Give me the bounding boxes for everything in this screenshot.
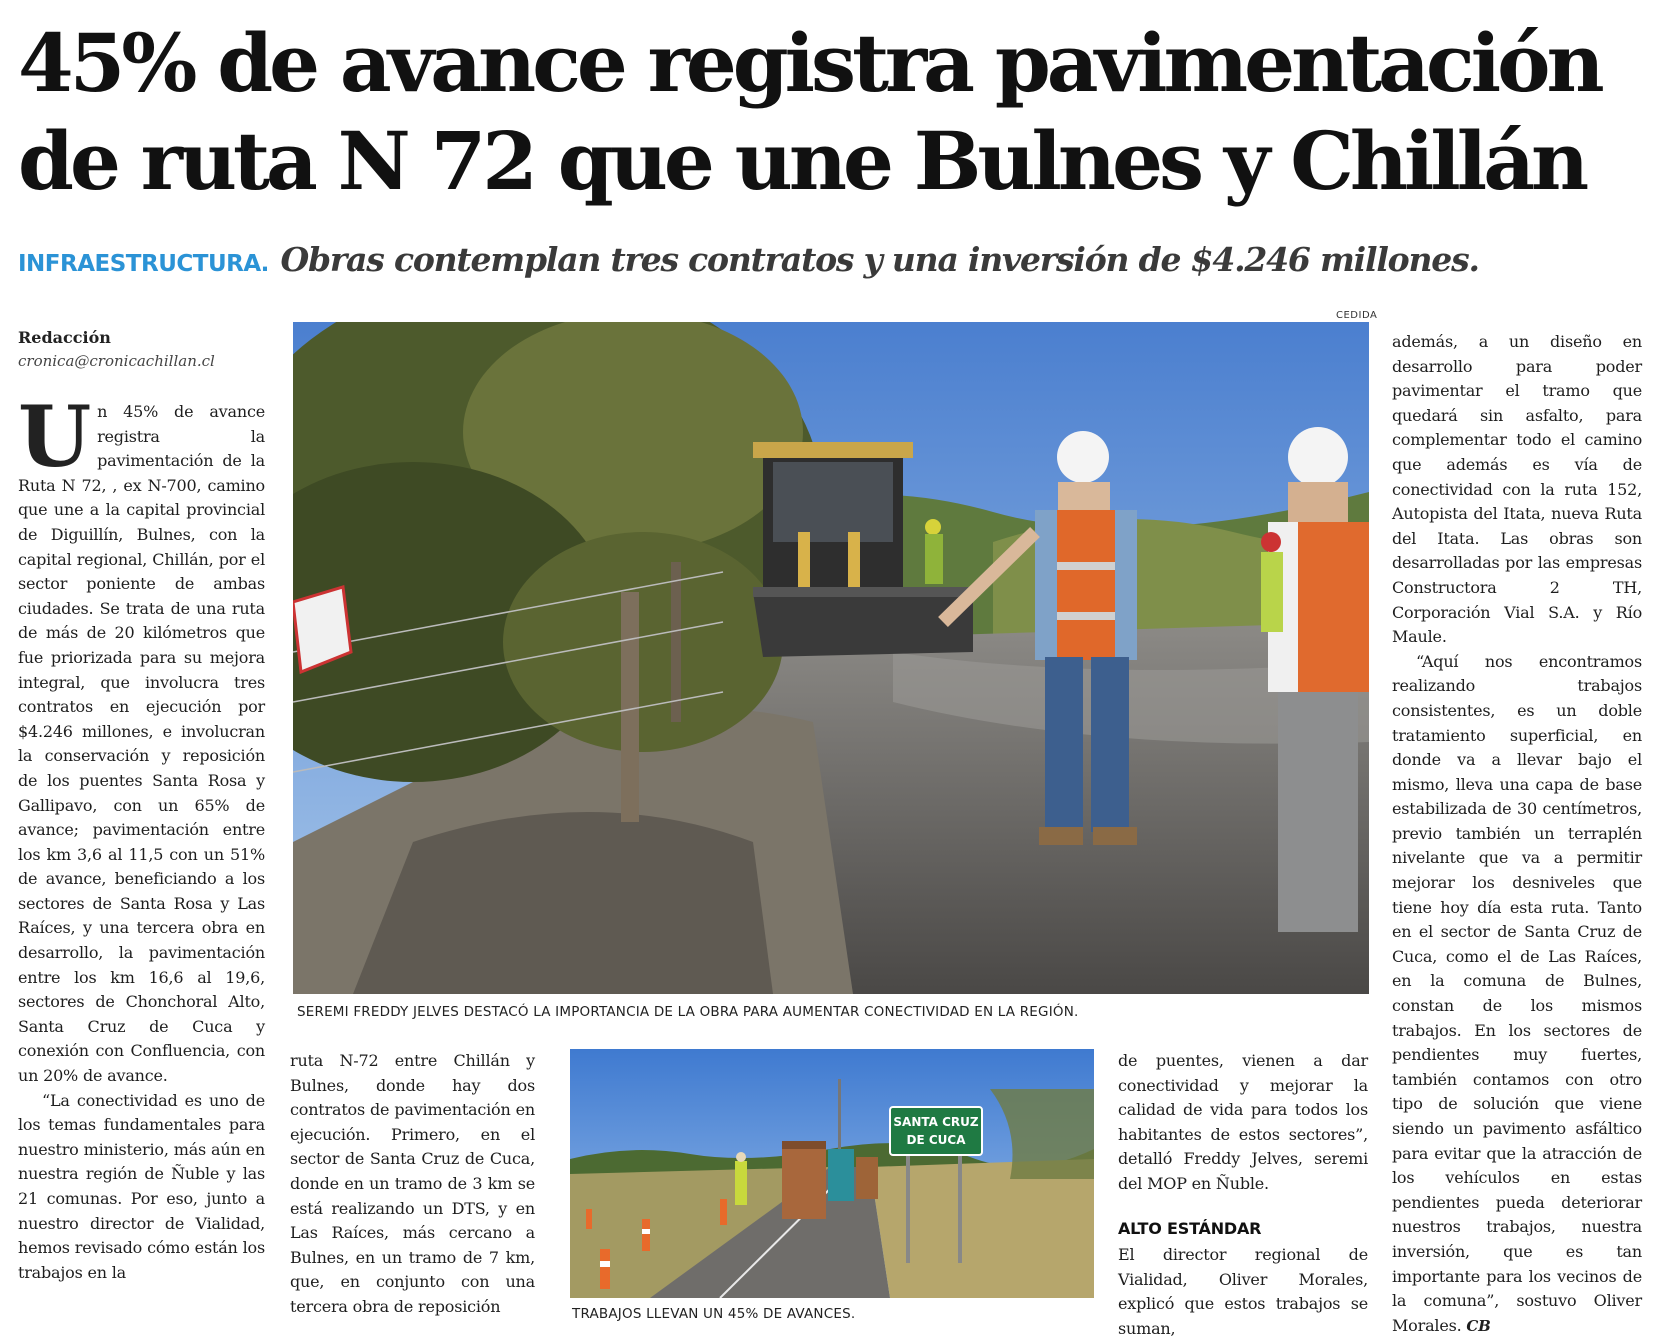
paragraph-lead xyxy=(18,387,265,1089)
paragraph-director: El director regional de Vialidad, Oliver Morales, explicó que estos trabajos se suman, xyxy=(1118,1245,1368,1338)
paragraph-quote: “La conectividad es uno de los temas fundamentales para nuestro ministerio, más aún en nuestra región de Ñuble y las 21 comunas. Por eso, junto a nuestro director de Vialidad, hemos revisado cómo están los trabajos en la xyxy=(18,1090,265,1282)
subhead: Obras contemplan tres contratos y una inversión de $4.246 millones. xyxy=(280,240,1479,279)
photo-credit: CEDIDA xyxy=(1336,310,1378,321)
paragraph-continued: ruta N-72 entre Chillán y Bulnes, donde hay dos contratos de pavimentación en ejecución. Primero, en el sector de Santa Cruz de Cuca, donde en un tramo de 3 km se está realizando un DTS, y en Las Raíces, más cercano a Bulnes, en un tramo de 7 km, que, en conjunto con una tercera obra de reposición xyxy=(290,1051,535,1316)
road-sign-line-2: DE CUCA xyxy=(906,1133,966,1147)
byline-email[interactable]: cronica@cronicachillan.cl xyxy=(18,352,215,370)
body-column-3 xyxy=(1118,1049,1368,1342)
body-column-1 xyxy=(18,387,265,1285)
paragraph-quote-director-text: “Aquí nos encontramos realizando trabajos consistentes, es un doble tratamiento superficial, en donde va a llevar bajo el mismo, lleva una capa de base estabilizada de 30 centímetros, previo también un terraplén nivelante que va a permitir mejorar los desniveles que tiene hoy día esta ruta. Tanto en el sector de Santa Cruz de Cuca, como el de Las Raíces, en la comuna de Bulnes, constan de los mismos trabajos. En los sectores de pendientes muy fuertes, también contamos con otro tipo de solución que viene siendo un pavimento asfáltico para evitar que la atracción de los vehículos en estas pendientes pueda deteriorar nuestros trabajos, nuestra inversión, que es tan importante para los vecinos de la comuna”, sostuvo Oliver Morales. xyxy=(1392,651,1642,1335)
paragraph-quote-director xyxy=(1392,650,1642,1339)
kicker-dot: . xyxy=(260,251,270,277)
section-kicker: INFRAESTRUCTURA xyxy=(18,251,261,277)
paragraph-continued: de puentes, vienen a dar conectividad y mejorar la calidad de vida para todos los habitantes de estos sectores”, detalló Freddy Jelves, seremi del MOP en Ñuble. xyxy=(1118,1051,1368,1193)
main-photo xyxy=(293,322,1369,994)
body-column-4 xyxy=(1392,330,1642,1338)
second-photo xyxy=(570,1049,1094,1298)
headline xyxy=(18,14,1648,210)
dropcap: U xyxy=(18,387,92,486)
main-photo-caption: SEREMI FREDDY JELVES DESTACÓ LA IMPORTANCIA DE LA OBRA PARA AUMENTAR CONECTIVIDAD EN LA REGIÓN. xyxy=(297,1004,1079,1020)
deck xyxy=(18,240,1648,279)
headline-line-1: 45% de avance registra pavimentación xyxy=(18,16,1601,110)
section-subtitle: ALTO ESTÁNDAR xyxy=(1118,1218,1262,1238)
road-sign-line-1: SANTA CRUZ xyxy=(893,1115,979,1129)
end-mark-logo: CB xyxy=(1466,1316,1491,1335)
paragraph-lead-text: n 45% de avance registra la pavimentación de la Ruta N 72, , ex N-700, camino que une a la capital provincial de Diguillín, Bulnes, con la capital regional, Chillán, por el sector poniente de ambas ciudades. Se trata de una ruta de más de 20 kilómetros que fue priorizada para su mejora integral, que involucra tres contratos en ejecución por $4.246 millones, e involucran la conservación y reposición de los puentes Santa Rosa y Gallipavo, con un 65% de avance; pavimentación entre los km 3,6 al 11,5 con un 51% de avance, beneficiando a los sectores de Santa Rosa y Las Raíces, y una tercera obra en desarrollo, la pavimentación entre los km 16,6 al 19,6, sectores de Chonchoral Alto, Santa Cruz de Cuca y conexión con Confluencia, con un 20% de avance. xyxy=(18,402,265,1086)
headline-line-2: de ruta N 72 que une Bulnes y Chillán xyxy=(18,114,1586,208)
body-column-2 xyxy=(290,1049,535,1320)
byline-name: Redacción xyxy=(18,328,111,347)
second-photo-caption: TRABAJOS LLEVAN UN 45% DE AVANCES. xyxy=(572,1306,856,1322)
paragraph-continued: además, a un diseño en desarrollo para poder pavimentar el tramo que quedará sin asfalto, para complementar todo el camino que además es vía de conectividad con la ruta 152, Autopista del Itata, nueva Ruta del Itata. Las obras son desarrolladas por las empresas Constructora 2 TH, Corporación Vial S.A. y Río Maule. xyxy=(1392,332,1642,647)
